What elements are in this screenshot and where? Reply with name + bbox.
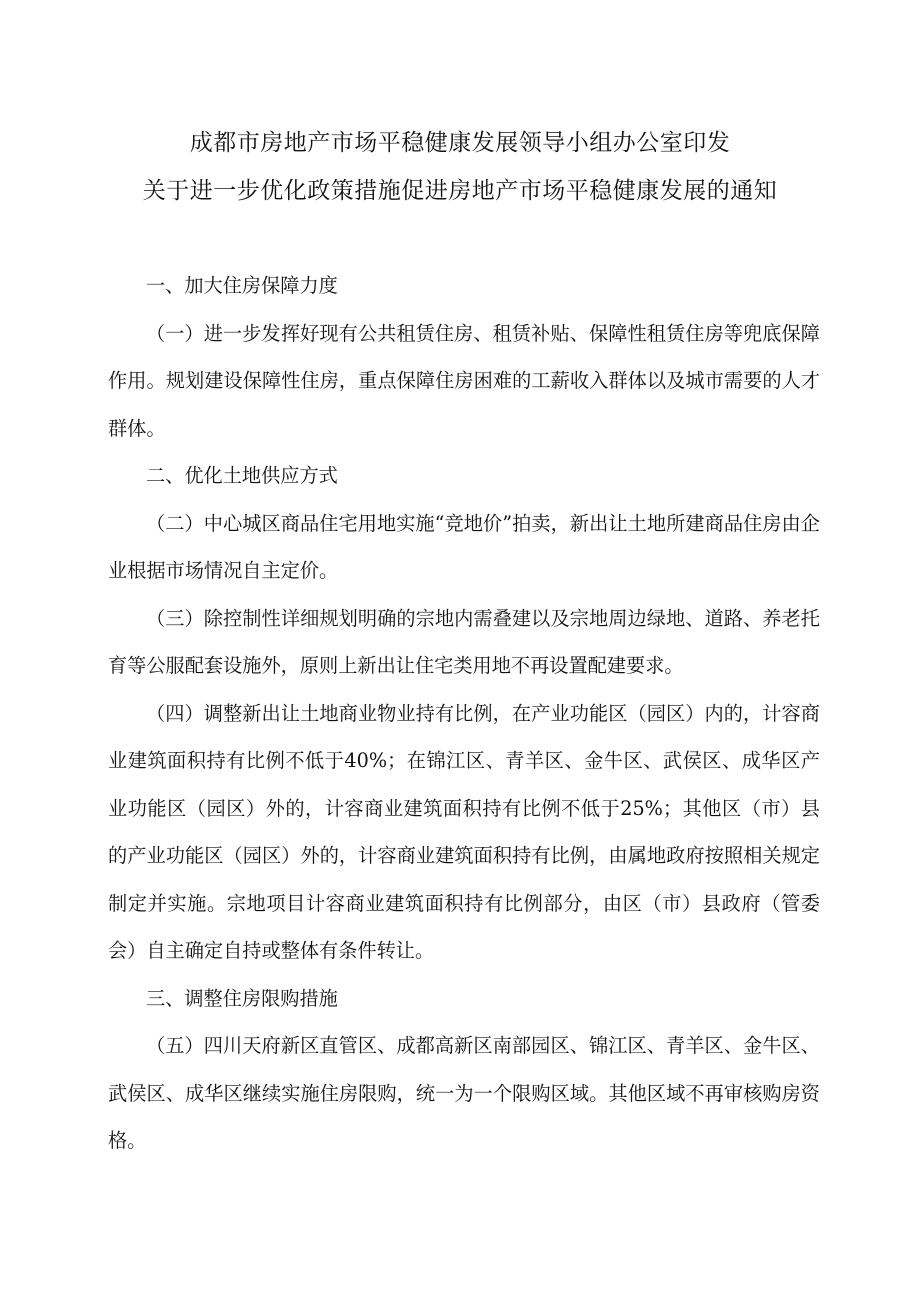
- section-heading-1: 一、加大住房保障力度: [146, 274, 338, 297]
- section-heading-3: 三、调整住房限购措施: [146, 986, 338, 1010]
- document-title-line-2: 关于进一步优化政策措施促进房地产市场平稳健康发展的通知: [142, 178, 778, 204]
- clause-4: （四）调整新出让土地商业物业持有比例，在产业功能区（园区）内的，计容商业建筑面积持有比例不低于40%；在锦江区、青羊区、金牛区、武侯区、成华区产业功能区（园区）外的，计容商业建筑面积持有比例不低于25%；其他区（市）县的产业功能区（园区）外的，计容商业建筑面积持有比例，由属地政府按照相关规定制定并实施。宗地项目计容商业建筑面积持有比例部分，由区（市）县政府（管委会）自主确定自持或整体有条件转让。: [108, 701, 820, 962]
- clause-3: （三）除控制性详细规划明确的宗地内需叠建以及宗地周边绿地、道路、养老托育等公服配套设施外，原则上新出让住宅类用地不再设置配建要求。: [108, 606, 820, 677]
- clause-5: （五）四川天府新区直管区、成都高新区南部园区、锦江区、青羊区、金牛区、武侯区、成华区继续实施住房限购，统一为一个限购区域。其他区域不再审核购房资格。: [108, 1034, 820, 1152]
- section-heading-2: 二、优化土地供应方式: [146, 464, 338, 487]
- clause-2: （二）中心城区商品住宅用地实施“竞地价”拍卖，新出让土地所建商品住房由企业根据市场情况自主定价。: [108, 511, 820, 582]
- clause-1: （一）进一步发挥好现有公共租赁住房、租赁补贴、保障性租赁住房等兜底保障作用。规划建设保障性住房，重点保障住房困难的工薪收入群体以及城市需要的人才群体。: [108, 321, 820, 440]
- document-body: [108, 262, 820, 1165]
- document-title-line-1: 成都市房地产市场平稳健康发展领导小组办公室印发: [189, 130, 731, 156]
